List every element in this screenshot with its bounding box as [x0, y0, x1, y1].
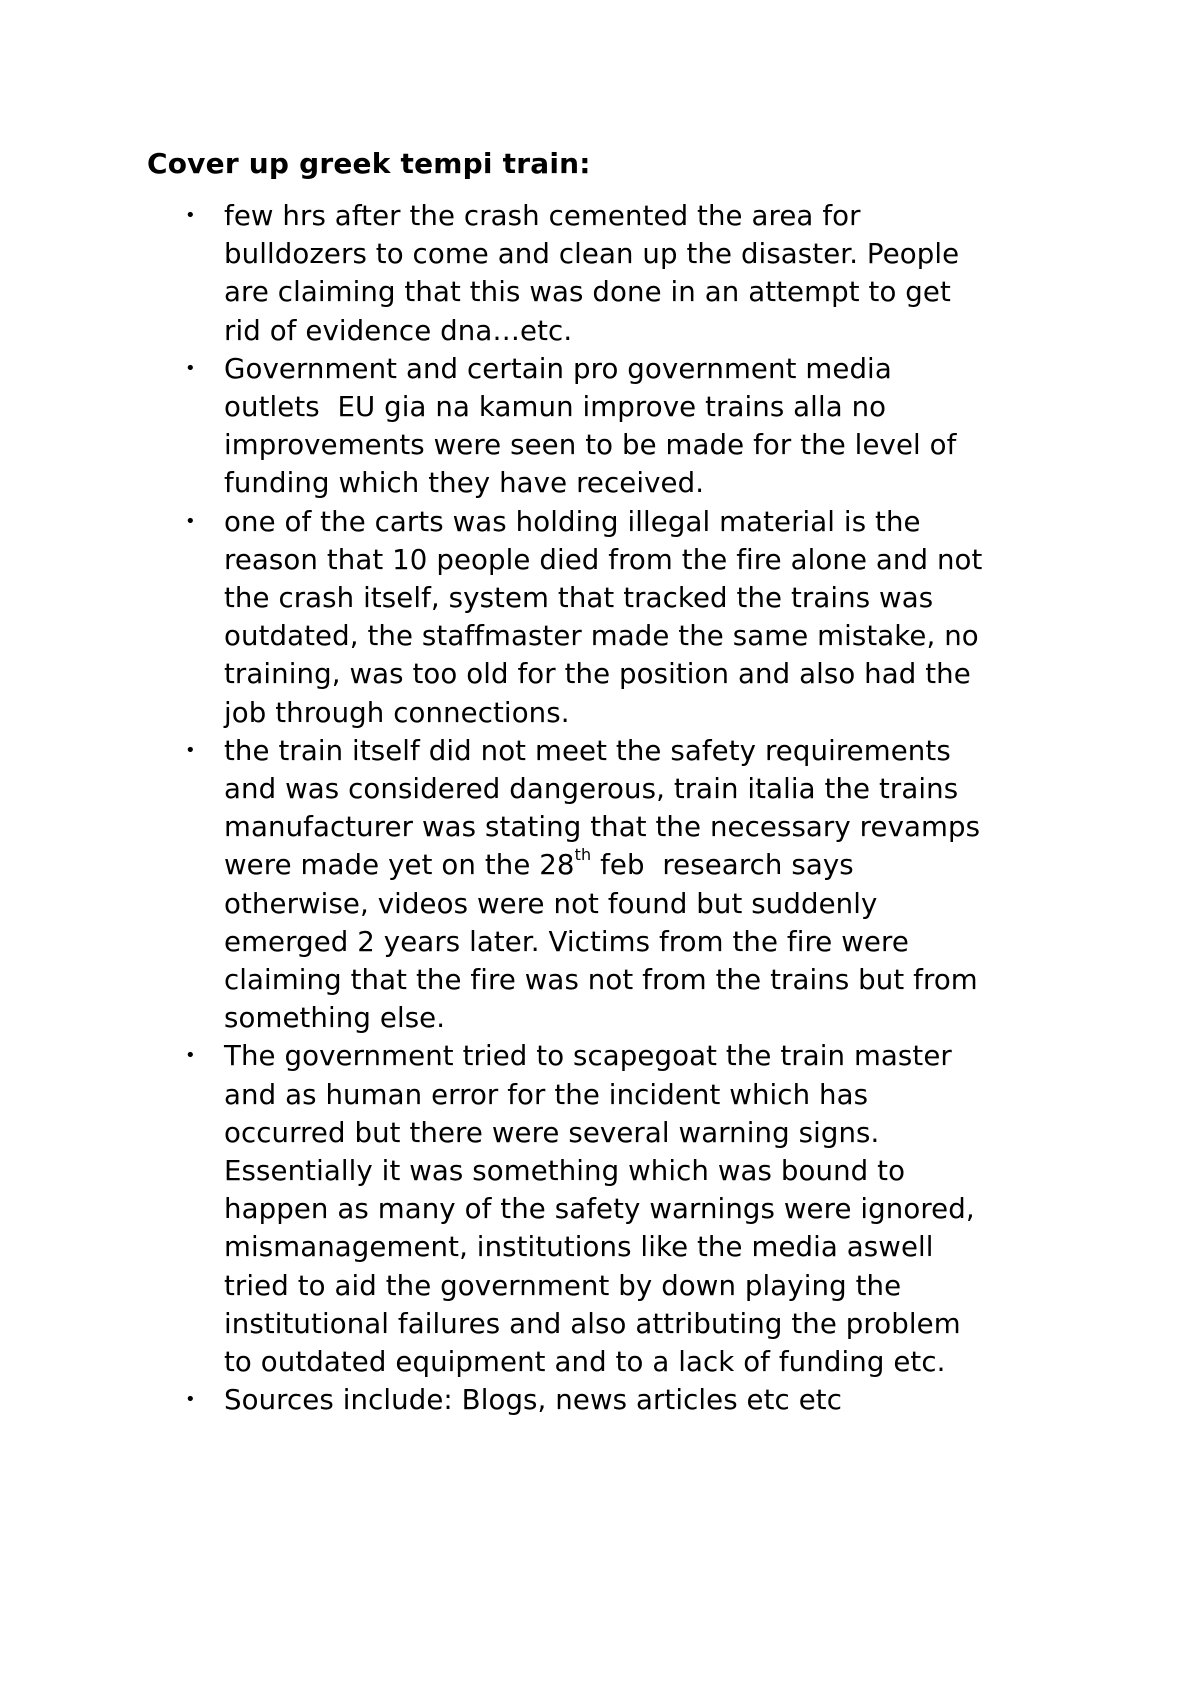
text-line: the train itself did not meet the safety requirements [224, 733, 951, 767]
text-line: and was considered dangerous, train italia the trains [224, 772, 959, 806]
text-line: something else. [224, 1001, 446, 1035]
text-line: the crash itself, system that tracked the trains was [224, 581, 934, 615]
text-line: Government and certain pro government media [224, 351, 892, 385]
date-text-before: were made yet on the 28 [224, 848, 575, 882]
bullet-icon: • [185, 1045, 196, 1067]
document-title: Cover up greek tempi train: [147, 147, 591, 180]
text-line: reason that 10 people died from the fire alone and not [224, 542, 983, 576]
bullet-icon: • [185, 510, 196, 532]
text-line: emerged 2 years later. Victims from the fire were [224, 924, 909, 958]
text-line: manufacturer was stating that the necessary revamps [224, 810, 981, 844]
text-line: improvements were seen to be made for the level of [224, 428, 957, 462]
list-item [0, 1381, 1064, 1419]
text-line: outdated, the staffmaster made the same mistake, no [224, 619, 979, 653]
ordinal-suffix: th [574, 845, 592, 865]
list-item [0, 732, 1064, 1038]
list-item [0, 503, 1064, 732]
text-line: mismanagement, institutions like the media aswell [224, 1230, 934, 1264]
text-line: claiming that the fire was not from the trains but from [224, 963, 978, 997]
list-item [0, 197, 1064, 350]
text-line: happen as many of the safety warnings were ignored, [224, 1192, 975, 1226]
text-line: bulldozers to come and clean up the disaster. People [224, 237, 960, 271]
text-line: and as human error for the incident which has [224, 1077, 869, 1111]
text-line: The government tried to scapegoat the train master [224, 1039, 952, 1073]
text-line: outlets EU gia na kamun improve trains alla no [224, 390, 887, 424]
list-item [0, 1037, 1064, 1381]
text-line: few hrs after the crash cemented the area for [224, 199, 861, 232]
text-line: otherwise, videos were not found but suddenly [224, 886, 878, 920]
text-line: institutional failures and also attributing the problem [224, 1306, 961, 1340]
list-item [0, 350, 1064, 503]
text-line: rid of evidence dna…etc. [224, 313, 573, 347]
bullet-icon: • [185, 205, 196, 226]
text-line: Sources include: Blogs, news articles etc etc [224, 1383, 842, 1417]
text-line: occurred but there were several warning signs. [224, 1115, 880, 1149]
bullet-icon: • [185, 739, 196, 761]
text-line: tried to aid the government by down playing the [224, 1268, 902, 1302]
date-text-after: feb research says [591, 848, 854, 882]
text-line: training, was too old for the position and also had the [224, 657, 971, 691]
text-line: one of the carts was holding illegal material is the [224, 504, 921, 538]
text-line: job through connections. [224, 695, 570, 729]
bullet-icon: • [185, 357, 196, 379]
bullet-icon: • [185, 1389, 196, 1411]
text-line-date [224, 846, 1064, 884]
bullet-list [0, 197, 1200, 1420]
text-line: Essentially it was something which was bound to [224, 1154, 906, 1188]
text-line: funding which they have received. [224, 466, 705, 500]
text-line: to outdated equipment and to a lack of funding etc. [224, 1345, 946, 1379]
text-line: are claiming that this was done in an attempt to get [224, 275, 951, 309]
